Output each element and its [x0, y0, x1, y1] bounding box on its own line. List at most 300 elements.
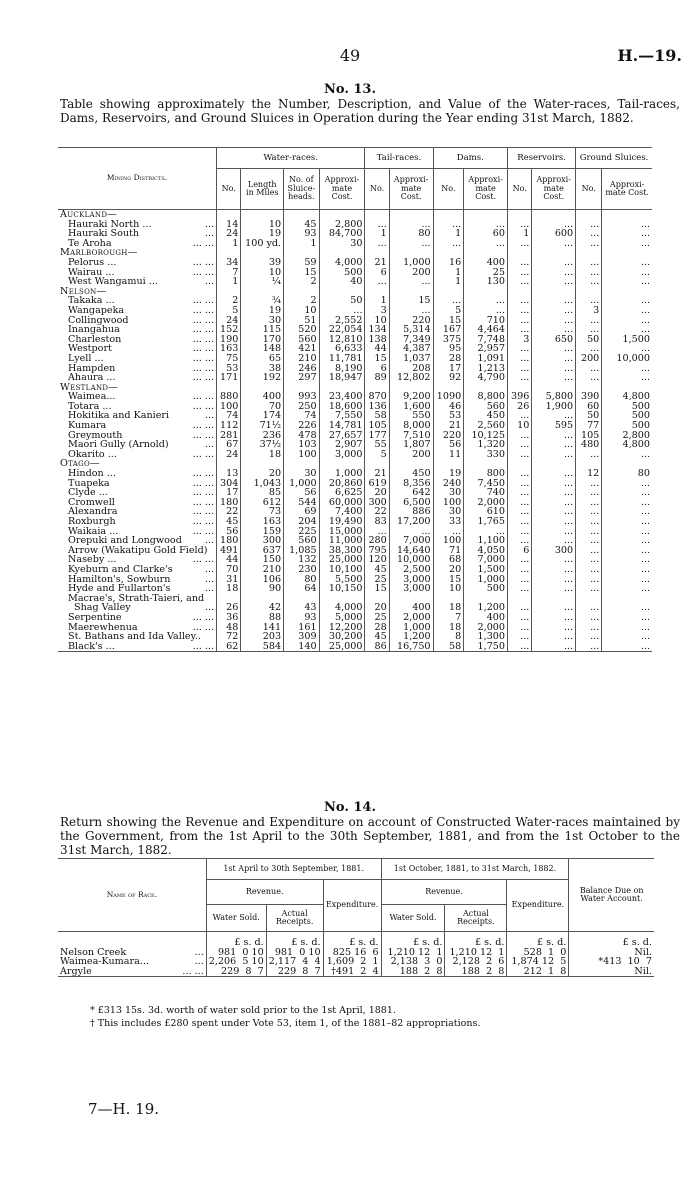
table-cell: ... [532, 220, 576, 230]
units-label: £ s. d. [381, 932, 445, 948]
table-cell: 1,320 [464, 440, 508, 450]
table-cell: 478 [284, 431, 319, 441]
table-cell: 74 [284, 411, 319, 421]
table-cell: ... [532, 316, 576, 326]
table-cell: 21 [433, 421, 464, 431]
table-cell: ... [576, 603, 602, 613]
table-cell: ... [602, 507, 652, 517]
period2-header: 1st October, 1881, to 31st March, 1882. [381, 859, 569, 880]
district-name-text: Hyde and Fullarton's [68, 583, 171, 595]
district-name-text: Ahaura ... [68, 372, 116, 384]
table-cell: 22,054 [319, 325, 365, 335]
table-cell: 1 [217, 239, 241, 249]
table-cell: 2,560 [464, 421, 508, 431]
table-cell: 9,200 [389, 392, 433, 402]
table13-container [58, 147, 652, 652]
district-name [58, 642, 217, 652]
col-no: No. [433, 169, 464, 210]
table-cell: 2 [284, 296, 319, 306]
table-cell: ... [576, 268, 602, 278]
table-cell: 2,800 [319, 220, 365, 230]
col-cost: Approxi-mate Cost. [464, 169, 508, 210]
table-cell: 1,807 [389, 440, 433, 450]
table-cell: 600 [532, 229, 576, 239]
table-cell: 1,210 12 1 [381, 948, 445, 958]
col-cost: Approxi-mate Cost. [602, 169, 652, 210]
table-cell: 89 [365, 373, 389, 383]
table-cell: ... [532, 613, 576, 623]
table-cell: 300 [365, 498, 389, 508]
table-cell: 1,100 [464, 536, 508, 546]
leader-dots: ... ... [192, 429, 215, 441]
table-cell: ... [602, 546, 652, 556]
table-cell: ... [576, 613, 602, 623]
table-cell: 2,500 [389, 565, 433, 575]
table-cell: 64 [284, 584, 319, 594]
table-cell: 163 [217, 344, 241, 354]
footnote-1: * £313 15s. 3d. worth of water sold prior to the 1st April, 1881. [90, 1005, 396, 1016]
table-cell: ... [532, 517, 576, 527]
table-cell: 27,657 [319, 431, 365, 441]
table-cell: 106 [241, 575, 284, 585]
table-cell: ... [576, 498, 602, 508]
table-cell: 10,150 [319, 584, 365, 594]
table-cell: 220 [389, 316, 433, 326]
table-cell: 210 [241, 565, 284, 575]
table-cell: 560 [284, 536, 319, 546]
leader-dots: ... ... [192, 496, 215, 508]
table-cell: ... [508, 613, 532, 623]
table-cell: ... [508, 488, 532, 498]
ground-sluices-header: Ground Sluices. [576, 148, 652, 169]
table-cell: ... [532, 239, 576, 249]
table-cell: ... [602, 268, 652, 278]
race-name-header: Name of Race. [58, 859, 206, 932]
table-cell: 1,900 [532, 402, 576, 412]
district-name-text: Hauraki North ... [68, 218, 152, 230]
district-name-text: Collingwood [68, 314, 129, 326]
table-cell: 17 [433, 364, 464, 374]
table-cell: ... [576, 546, 602, 556]
table-cell: 120 [365, 555, 389, 565]
table-cell: 70 [241, 402, 284, 412]
leader-dots: ... ... [192, 333, 215, 345]
table-cell: ... [532, 623, 576, 633]
table-cell: ... [389, 239, 433, 249]
table-cell: ... [508, 575, 532, 585]
table-cell: 1 [217, 277, 241, 287]
table-cell: 83 [365, 517, 389, 527]
table-cell: 60,000 [319, 498, 365, 508]
table-cell: ... [576, 325, 602, 335]
table-cell: 38,300 [319, 546, 365, 556]
district-name-text: Lyell ... [68, 352, 104, 364]
units-label: £ s. d. [206, 932, 266, 948]
table-cell: 14,640 [389, 546, 433, 556]
table-cell: ... [576, 488, 602, 498]
table-cell: 1,600 [389, 402, 433, 412]
table-cell: 93 [284, 229, 319, 239]
col-cost: Approxi-mate Cost. [532, 169, 576, 210]
table-cell: 550 [389, 411, 433, 421]
table-cell: ... [576, 296, 602, 306]
table-cell: 22 [365, 507, 389, 517]
table-cell: ... [576, 220, 602, 230]
district-name-text: Alexandra [68, 506, 118, 518]
table-cell: 30 [433, 507, 464, 517]
table-cell: 71 [433, 546, 464, 556]
leader-dots: ... ... [192, 525, 215, 537]
table-cell: 44 [365, 344, 389, 354]
table-cell: ... [532, 603, 576, 613]
table-cell: 710 [464, 316, 508, 326]
table-cell: 161 [284, 623, 319, 633]
table-cell: 226 [284, 421, 319, 431]
table-cell: 4,050 [464, 546, 508, 556]
table-cell: 13 [217, 469, 241, 479]
table-cell: †491 2 4 [323, 967, 381, 977]
table-cell: 59 [284, 258, 319, 268]
table-cell: ... [602, 220, 652, 230]
leader-dots: ... ... [192, 611, 215, 623]
table-cell: 12 [576, 469, 602, 479]
table-cell: 1,037 [389, 354, 433, 364]
table-cell: ... [532, 325, 576, 335]
table-cell: ... [365, 277, 389, 287]
table-cell: 500 [319, 268, 365, 278]
table-cell: 51 [284, 316, 319, 326]
table-cell: 100 yd. [241, 239, 284, 249]
table-cell: 200 [389, 450, 433, 460]
table-cell: 50 [576, 411, 602, 421]
district-name-text: Arrow (Wakatipu Gold Field) [68, 544, 208, 556]
table-cell: 236 [241, 431, 284, 441]
leader-dots: ... [204, 563, 215, 575]
race-name-text: Waimea-Kumara... [60, 956, 149, 968]
table-cell: 148 [241, 344, 284, 354]
table-cell: 10,000 [389, 555, 433, 565]
table-cell: ... [508, 431, 532, 441]
table-cell: 15 [389, 296, 433, 306]
col-length: Length in Miles [241, 169, 284, 210]
table-cell: ... [464, 527, 508, 537]
units-row [58, 932, 654, 948]
table-cell: 7,550 [319, 411, 365, 421]
table14 [58, 858, 654, 977]
table-row [58, 642, 652, 652]
table-cell: 138 [365, 335, 389, 345]
table-cell: 95 [433, 344, 464, 354]
table-cell: ... [576, 555, 602, 565]
table-cell: 1,213 [464, 364, 508, 374]
table-cell: 2,000 [464, 623, 508, 633]
table-cell: 1090 [433, 392, 464, 402]
table-cell: 1,750 [464, 642, 508, 652]
table-cell: ... [602, 498, 652, 508]
table-cell: 10 [284, 306, 319, 316]
table-cell: 7,748 [464, 335, 508, 345]
table-cell: 14,781 [319, 421, 365, 431]
table-cell: 500 [602, 411, 652, 421]
table-cell: 480 [576, 440, 602, 450]
table-cell: 795 [365, 546, 389, 556]
table-cell: 6 [508, 546, 532, 556]
leader-dots: ... ... [192, 621, 215, 633]
table-cell: ... [508, 373, 532, 383]
table-cell: ... [576, 584, 602, 594]
table-cell: 65 [241, 354, 284, 364]
table-cell: 2,206 5 10 [206, 957, 266, 967]
table-cell: 71½ [241, 421, 284, 431]
table-cell: 180 [217, 536, 241, 546]
district-name-text: Waikaia ... [68, 525, 119, 537]
districts-header: Mining Districts. [58, 148, 217, 210]
leader-dots: ... ... [192, 554, 215, 566]
table-cell: 15 [433, 316, 464, 326]
table-cell: 70 [217, 565, 241, 575]
document-reference: H.—19. [617, 46, 682, 65]
table-cell: ... [532, 565, 576, 575]
table-cell: ... [532, 373, 576, 383]
leader-dots: ... ... [192, 304, 215, 316]
table-cell: 136 [365, 402, 389, 412]
leader-dots: ... ... [192, 468, 215, 480]
district-name-text: Clyde ... [68, 487, 108, 499]
table-cell: ... [602, 536, 652, 546]
table-cell: ... [602, 623, 652, 633]
table-cell: 20,860 [319, 479, 365, 489]
table-cell: 170 [241, 335, 284, 345]
leader-dots: ... ... [192, 506, 215, 518]
table-cell: 56 [217, 527, 241, 537]
table-cell: 619 [365, 479, 389, 489]
units-label: £ s. d. [266, 932, 323, 948]
table-cell: 12,802 [389, 373, 433, 383]
table-cell: 584 [241, 642, 284, 652]
table-cell: 1 [365, 296, 389, 306]
table-cell: 180 [217, 498, 241, 508]
table-cell: ... [532, 296, 576, 306]
table-cell: ... [602, 373, 652, 383]
table-cell: 450 [464, 411, 508, 421]
table-cell: 4,790 [464, 373, 508, 383]
table-cell: 15 [284, 268, 319, 278]
table-cell: ... [508, 268, 532, 278]
table-cell: 1,091 [464, 354, 508, 364]
table-cell: 34 [217, 258, 241, 268]
table-cell: 80 [284, 575, 319, 585]
district-name-text: Kumara [68, 420, 107, 432]
table13-caption: Table showing approximately the Number, Description, and Value of the Water-races, Tail-races, Dams, Reservoirs, and Ground Sluices in Operation during the Year ending 31st March, 1882. [60, 97, 680, 125]
table-cell: 39 [241, 258, 284, 268]
table-cell: 36 [217, 613, 241, 623]
dams-header: Dams. [433, 148, 507, 169]
balance-header: Balance Due on Water Account. [569, 859, 654, 932]
district-name-text: Macrae's, Strath-Taieri, and [68, 592, 205, 604]
table-cell: 16 [433, 258, 464, 268]
table-cell: 159 [241, 527, 284, 537]
table-cell: 18 [217, 584, 241, 594]
table-cell: 7,450 [464, 479, 508, 489]
table-cell: 5,800 [532, 392, 576, 402]
table-cell: 30 [241, 316, 284, 326]
district-name-text: Hampden [68, 362, 116, 374]
table-cell: 2,957 [464, 344, 508, 354]
table-cell: ... [532, 354, 576, 364]
table-cell: 246 [284, 364, 319, 374]
table-cell: ... [433, 296, 464, 306]
table-cell: 250 [284, 402, 319, 412]
table-cell: 1 [508, 229, 532, 239]
table-cell: ... [532, 344, 576, 354]
table-cell: 44 [217, 555, 241, 565]
table-cell: 1 [433, 268, 464, 278]
table-cell: 1 [433, 277, 464, 287]
table-cell: 200 [389, 268, 433, 278]
table-cell: 1 [433, 229, 464, 239]
table-cell: 6,625 [319, 488, 365, 498]
table-cell: 19 [433, 469, 464, 479]
table-cell: 37½ [241, 440, 284, 450]
table-cell: ... [602, 584, 652, 594]
table-cell: 10 [241, 268, 284, 278]
table-cell: 880 [217, 392, 241, 402]
table-cell: ... [602, 479, 652, 489]
table-cell: 2,800 [602, 431, 652, 441]
leader-dots: ... [204, 439, 215, 451]
table-cell: 1,300 [464, 632, 508, 642]
leader-dots: ... [204, 573, 215, 585]
table-cell: 93 [284, 613, 319, 623]
table-cell: ... [365, 527, 389, 537]
table14-caption: Return showing the Revenue and Expenditure on account of Constructed Water-races maintained by the Government, from the 1st April to the 30th September, 1881, and from the 1st October to the 31st March, 1882. [60, 815, 680, 857]
table-cell: 17,200 [389, 517, 433, 527]
table-cell: 28 [365, 623, 389, 633]
table-cell: 650 [532, 335, 576, 345]
table-row [58, 967, 654, 977]
table-cell: 19,490 [319, 517, 365, 527]
table-cell: 100 [433, 536, 464, 546]
table-cell: 560 [464, 402, 508, 412]
table13 [58, 147, 652, 652]
table-cell: 7,400 [319, 507, 365, 517]
table-cell: 450 [389, 469, 433, 479]
leader-dots: ... [194, 946, 204, 958]
table-cell: ... [532, 536, 576, 546]
table-cell: 281 [217, 431, 241, 441]
table14-container [58, 858, 654, 977]
table-cell: ... [532, 584, 576, 594]
signature-mark: 7—H. 19. [88, 1100, 160, 1118]
table-cell: 188 2 8 [445, 967, 507, 977]
table-cell: ... [576, 344, 602, 354]
table-cell: ... [576, 364, 602, 374]
table-cell: ... [602, 488, 652, 498]
table-cell: 26 [508, 402, 532, 412]
table-cell: 1,500 [602, 335, 652, 345]
table-cell: 528 1 0 [507, 948, 569, 958]
table-cell: ... [532, 364, 576, 374]
district-name-text: Maori Gully (Arnold) [68, 439, 169, 451]
col-sluice-heads: No. of Sluice-heads. [284, 169, 319, 210]
table-cell: 4,000 [319, 603, 365, 613]
table-cell: ... [576, 229, 602, 239]
table-cell: ... [576, 479, 602, 489]
table-cell: ... [576, 565, 602, 575]
table-cell: 56 [433, 440, 464, 450]
table-cell: 240 [433, 479, 464, 489]
leader-dots: ... ... [192, 516, 215, 527]
table-cell: 229 8 7 [206, 967, 266, 977]
table-cell: ... [508, 450, 532, 460]
table-cell: 1,000 [464, 575, 508, 585]
table-cell: 20 [241, 469, 284, 479]
table-cell: ... [508, 498, 532, 508]
table-cell: 80 [602, 469, 652, 479]
table-cell: ... [464, 296, 508, 306]
table-cell: 6 [365, 268, 389, 278]
district-name-text: Tuapeka [68, 477, 110, 489]
table-cell: 330 [464, 450, 508, 460]
table-cell: ... [576, 575, 602, 585]
table-cell: 7,349 [389, 335, 433, 345]
table-cell: 19 [241, 306, 284, 316]
table-cell: 72 [217, 632, 241, 642]
table-cell: 5 [433, 306, 464, 316]
district-name-text: St. Bathans and Ida Valley.. [68, 631, 201, 643]
table-cell: ... [389, 277, 433, 287]
district-name-text: Kyeburn and Clarke's [68, 563, 173, 575]
table-cell: 130 [464, 277, 508, 287]
table-cell: ... [508, 555, 532, 565]
leader-dots: ... ... [192, 372, 215, 384]
table-cell: ... [508, 354, 532, 364]
table-cell: 177 [365, 431, 389, 441]
table-cell: 10,100 [319, 565, 365, 575]
table-cell: 141 [241, 623, 284, 633]
tail-races-header: Tail-races. [365, 148, 433, 169]
table-cell: 5 [365, 450, 389, 460]
table-cell: ... [508, 527, 532, 537]
table-cell: 1,874 12 5 [507, 957, 569, 967]
table-cell: 90 [241, 584, 284, 594]
district-name-text: Hindon ... [68, 468, 116, 480]
table-cell: 28 [433, 354, 464, 364]
table-cell: ... [433, 527, 464, 537]
table-cell: 103 [284, 440, 319, 450]
table-cell: ... [508, 411, 532, 421]
table-cell: 105 [576, 431, 602, 441]
table-cell: 192 [241, 373, 284, 383]
table-cell: 5 [217, 306, 241, 316]
table-cell: ... [602, 277, 652, 287]
table-cell: ... [433, 239, 464, 249]
table-cell: 132 [284, 555, 319, 565]
table-cell: 12,200 [319, 623, 365, 633]
table-cell: 50 [319, 296, 365, 306]
table-cell: 18 [433, 603, 464, 613]
table-cell: 45 [365, 565, 389, 575]
table-cell: 1,000 [389, 623, 433, 633]
table-cell: 190 [217, 335, 241, 345]
table-cell: ... [532, 632, 576, 642]
table-cell: ... [576, 623, 602, 633]
table-cell: 105 [365, 421, 389, 431]
table-cell: 7 [217, 268, 241, 278]
table-cell: 84,700 [319, 229, 365, 239]
district-name-text: Shag Valley [74, 602, 131, 614]
table-cell: ... [576, 258, 602, 268]
